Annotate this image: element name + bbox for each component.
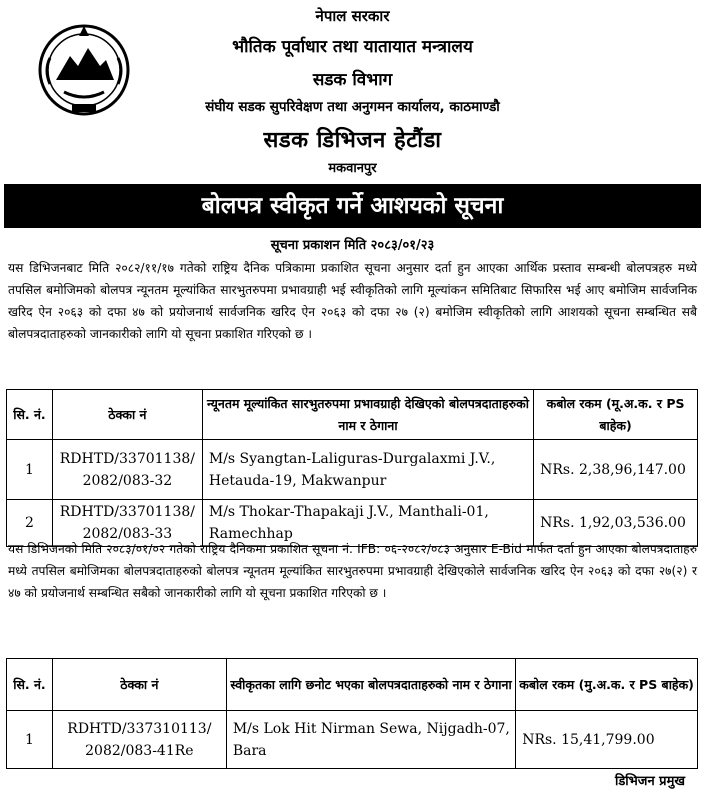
- row-sn: 2: [7, 500, 53, 547]
- notice-paragraph-1: यस डिभिजनबाट मिति २०८२/११/१७ गतेको राष्ट्रिय दैनिक पत्रिकामा प्रकाशित सूचना अनुसार दर्ता हुन आएका आर्थिक प्रस्ताव सम्बन्धी बोलपत्रहरु मध्ये तपसिल बमोजिमको बोलपत्र न्यूनतम मूल्यांकित सारभुतरुपमा प्रभावग्राही भई स्वीकृतिको लागि मूल्यांकन समितिबाट सिफारिस भई आए बमोजिम सार्वजनिक खरिद ऐन २०६३ को दफा ४७ को प्रयोजनार्थ सार्वजनिक खरिद ऐन २०६३ को दफा २७ (२) बमोजिम स्वीकृतिको लागि आशयको सूचना सम्बन्धित सबै बोलपत्रदाताहरुको जानकारीको लागि यो सूचना प्रकाशित गरिएको छ ।: [8, 261, 697, 341]
- district-name: मकवानपुर: [328, 161, 377, 176]
- notice-title: बोलपत्र स्वीकृत गर्ने आशयको सूचना: [4, 184, 701, 228]
- row-contract: RDHTD/33701138/ 2082/083-32: [52, 440, 202, 500]
- ministry-name: भौतिक पूर्वाधार तथा यातायात मन्त्रालय: [232, 37, 473, 57]
- division-name: सडक डिभिजन हेटौंडा: [263, 128, 442, 153]
- table-row: [7, 711, 698, 769]
- header-contract: ठेक्का नं: [52, 390, 202, 440]
- header-bidder: स्वीकृतका लागि छनोट भएका बोलपत्रदाताहरुको नाम र ठेगाना: [226, 659, 515, 711]
- header-amount: कबोल रकम (मु.अ.क. र PS बाहेक): [516, 659, 698, 711]
- table-row: [7, 440, 698, 500]
- government-name: नेपाल सरकार: [315, 7, 390, 25]
- row-bidder: M/s Thokar-Thapakaji J.V., Manthali-01, Ramechhap: [202, 500, 533, 547]
- table-header-row: [7, 659, 698, 711]
- header-sn: सि. नं.: [7, 659, 53, 711]
- table-header-row: [7, 390, 698, 440]
- header-bidder: न्यूनतम मूल्यांकित सारभुतरुपमा प्रभावग्राही देखिएको बोलपत्रदाताहरुको नाम र ठेगाना: [202, 390, 533, 440]
- row-sn: 1: [7, 711, 53, 769]
- row-amount: NRs. 1,92,03,536.00: [534, 500, 698, 547]
- row-bidder: M/s Lok Hit Nirman Sewa, Nijgadh-07, Bara: [226, 711, 515, 769]
- office-name: संघीय सडक सुपरिवेक्षण तथा अनुगमन कार्यालय, काठमाण्डौ: [205, 99, 500, 115]
- row-contract: RDHTD/33701138/ 2082/083-33: [52, 500, 202, 547]
- notice-paragraph-2: यस डिभिजनको मिति २०८३/०१/०२ गतेको राष्ट्रिय दैनिकमा प्रकाशित सूचना नं. IFB: ०६-२०८२/०८३ अनुसार E-Bid मार्फत दर्ता हुन आएका बोलपत्रदाताहरु मध्ये तपसिल बमोजिमका बोलपत्रदाताहरुको बोलपत्र न्यूनतम मूल्यांकित सारभुतरुपमा प्रभावग्राही देखिएकोले सार्वजनिक खरिद ऐन २०६३ को दफा २७(२) र ४७ को प्रयोजनार्थ सम्बन्धित सबैको जानकारीको लागि यो सूचना प्रकाशित गरिएको छ ।: [8, 542, 697, 600]
- bidders-table-2: [6, 658, 698, 769]
- signature-title: डिभिजन प्रमुख: [614, 774, 685, 789]
- publication-date: सूचना प्रकाशन मिति २०८३/०१/२३: [270, 238, 435, 253]
- row-sn: 1: [7, 440, 53, 500]
- header-sn: सि. नं.: [7, 390, 53, 440]
- header-amount: कबोल रकम (मू.अ.क. र PS बाहेक): [534, 390, 698, 440]
- header-contract: ठेक्का नं: [52, 659, 226, 711]
- row-amount: NRs. 15,41,799.00: [516, 711, 698, 769]
- row-amount: NRs. 2,38,96,147.00: [534, 440, 698, 500]
- row-contract: RDHTD/337310113/ 2082/083-41Re: [52, 711, 226, 769]
- department-name: सडक विभाग: [312, 70, 393, 90]
- bidders-table-1: [6, 389, 698, 547]
- row-bidder: M/s Syangtan-Laliguras-Durgalaxmi J.V., Hetauda-19, Makwanpur: [202, 440, 533, 500]
